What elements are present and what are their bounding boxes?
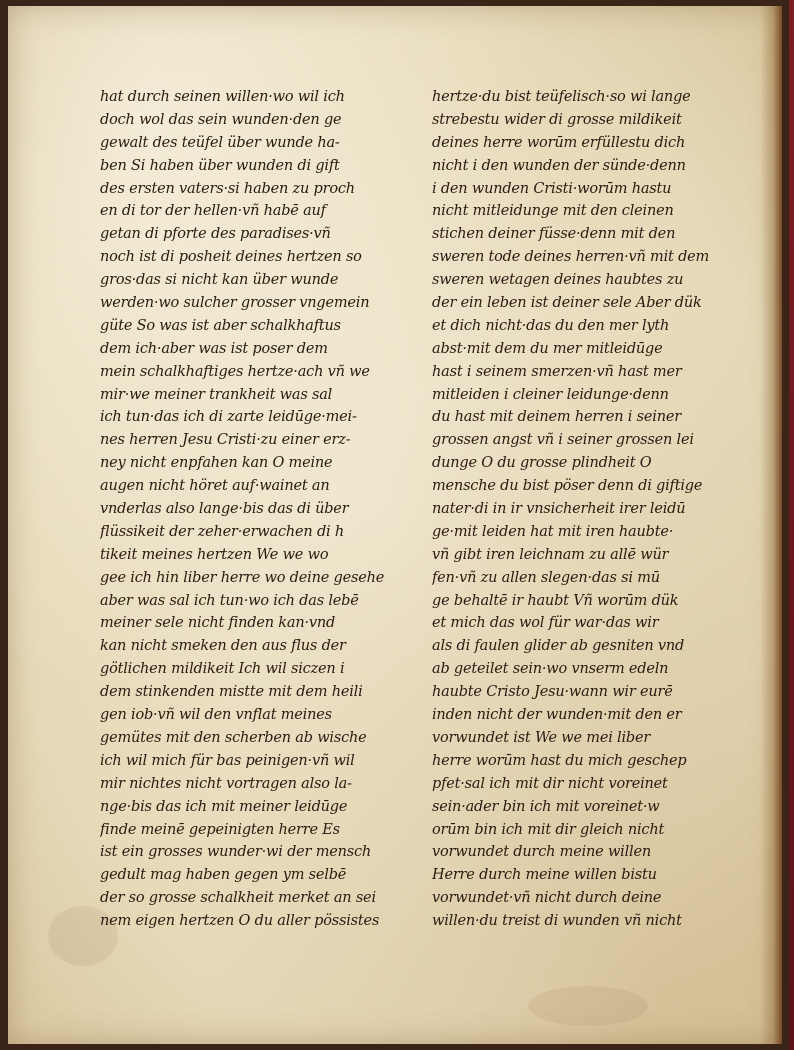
manuscript-line: der so grosse schalkheit merket an sei <box>100 890 376 907</box>
manuscript-line: hast i seinem smerzen·vñ hast mer <box>432 363 682 380</box>
left-text-column <box>100 86 412 933</box>
manuscript-line: nem eigen hertzen O du aller pössistes <box>100 913 380 930</box>
manuscript-line: du hast mit deinem herren i seiner <box>432 409 681 426</box>
manuscript-page <box>8 6 782 1044</box>
manuscript-line: herre worūm hast du mich geschep <box>432 752 687 769</box>
manuscript-line: ge behaltē ir haubt Vñ worūm dük <box>432 592 679 609</box>
manuscript-line: noch ist di posheit deines hertzen so <box>100 249 362 266</box>
manuscript-line: des ersten vaters·si haben zu proch <box>100 180 355 197</box>
manuscript-line: finde meinē gepeinigten herre Es <box>100 821 340 838</box>
manuscript-line: werden·wo sulcher grosser vngemein <box>100 295 370 312</box>
manuscript-line: gedult mag haben gegen ym selbē <box>100 867 347 884</box>
manuscript-line: pfet·sal ich mit dir nicht voreinet <box>432 775 668 792</box>
manuscript-line: ge·mit leiden hat mit iren haubte· <box>432 523 674 540</box>
manuscript-line: ich tun·das ich di zarte leidūge·mei- <box>100 409 357 426</box>
manuscript-line: mir·we meiner trankheit was sal <box>100 386 333 403</box>
manuscript-line: inden nicht der wunden·mit den er <box>432 707 682 724</box>
manuscript-line: vorwundet ist We we mei liber <box>432 729 651 746</box>
manuscript-line: getan di pforte des paradises·vñ <box>100 226 331 243</box>
manuscript-line: mir nichtes nicht vortragen also la- <box>100 775 352 792</box>
manuscript-line: gee ich hin liber herre wo deine gesehe <box>100 569 385 586</box>
manuscript-line: ich wil mich für bas peinigen·vñ wil <box>100 752 355 769</box>
manuscript-line: orūm bin ich mit dir gleich nicht <box>432 821 665 838</box>
manuscript-line: götlichen mildikeit Ich wil siczen i <box>100 661 345 678</box>
manuscript-line: augen nicht höret auf·wainet an <box>100 478 330 495</box>
binding-edge <box>789 0 794 1050</box>
manuscript-line: sweren wetagen deines haubtes zu <box>432 272 684 289</box>
manuscript-line: i den wunden Cristi·worūm hastu <box>432 180 672 197</box>
manuscript-line: sein·ader bin ich mit voreinet·w <box>432 798 660 815</box>
manuscript-line: mein schalkhaftiges hertze·ach vñ we <box>100 363 370 380</box>
manuscript-line: stichen deiner füsse·denn mit den <box>432 226 676 243</box>
manuscript-line: vorwundet·vñ nicht durch deine <box>432 890 662 907</box>
manuscript-line: haubte Cristo Jesu·wann wir eurē <box>432 684 673 701</box>
manuscript-line: güte So was ist aber schalkhaftus <box>100 317 341 334</box>
manuscript-line: abst·mit dem du mer mitleidūge <box>432 340 663 357</box>
manuscript-line: gemütes mit den scherben ab wische <box>100 729 367 746</box>
manuscript-line: ben Si haben über wunden di gift <box>100 157 340 174</box>
manuscript-line: meiner sele nicht finden kan·vnd <box>100 615 336 632</box>
manuscript-line: gewalt des teüfel über wunde ha- <box>100 134 340 151</box>
manuscript-line: willen·du treist di wunden vñ nicht <box>432 913 682 930</box>
manuscript-line: mitleiden i cleiner leidunge·denn <box>432 386 669 403</box>
manuscript-line: deines herre worūm erfüllestu dich <box>432 134 686 151</box>
manuscript-line: fen·vñ zu allen slegen·das si mū <box>432 569 660 586</box>
manuscript-line: vorwundet durch meine willen <box>432 844 652 861</box>
manuscript-line: als di faulen glider ab gesniten vnd <box>432 638 685 655</box>
manuscript-line: Herre durch meine willen bistu <box>432 867 657 884</box>
manuscript-line: strebestu wider di grosse mildikeit <box>432 111 682 128</box>
binding-gutter <box>760 6 782 1044</box>
manuscript-line: ab geteilet sein·wo vnserm edeln <box>432 661 669 678</box>
manuscript-line: ist ein grosses wunder·wi der mensch <box>100 844 372 861</box>
manuscript-line: en di tor der hellen·vñ habē auf <box>100 203 326 220</box>
manuscript-line: nicht mitleidunge mit den cleinen <box>432 203 674 220</box>
manuscript-line: nge·bis das ich mit meiner leidūge <box>100 798 348 815</box>
manuscript-line: kan nicht smeken den aus flus der <box>100 638 346 655</box>
manuscript-line: et dich nicht·das du den mer lyth <box>432 317 670 334</box>
manuscript-line: mensche du bist pöser denn di giftige <box>432 478 703 495</box>
manuscript-line: sweren tode deines herren·vñ mit dem <box>432 249 710 266</box>
manuscript-line: nater·di in ir vnsicherheit irer leidū <box>432 501 686 518</box>
manuscript-line: grossen angst vñ i seiner grossen lei <box>432 432 694 449</box>
manuscript-line: gen iob·vñ wil den vnflat meines <box>100 707 332 724</box>
parchment-stain <box>528 986 648 1026</box>
manuscript-line: dem stinkenden mistte mit dem heili <box>100 684 363 701</box>
manuscript-line: nes herren Jesu Cristi·zu einer erz- <box>100 432 351 449</box>
manuscript-line: dunge O du grosse plindheit O <box>432 455 652 472</box>
manuscript-line: vnderlas also lange·bis das di über <box>100 501 349 518</box>
manuscript-line: et mich das wol für war·das wir <box>432 615 659 632</box>
manuscript-line: vñ gibt iren leichnam zu allē wür <box>432 546 669 563</box>
manuscript-line: hat durch seinen willen·wo wil ich <box>100 89 345 105</box>
manuscript-line: gros·das si nicht kan über wunde <box>100 272 339 289</box>
manuscript-line: ney nicht enpfahen kan O meine <box>100 455 333 472</box>
right-text-column <box>432 86 750 933</box>
manuscript-line: flüssikeit der zeher·erwachen di h <box>100 523 345 540</box>
manuscript-line: dem ich·aber was ist poser dem <box>100 340 328 357</box>
manuscript-line: doch wol das sein wunden·den ge <box>100 111 342 128</box>
manuscript-line: hertze·du bist teüfelisch·so wi lange <box>432 89 691 105</box>
manuscript-line: der ein leben ist deiner sele Aber dük <box>432 295 702 312</box>
manuscript-line: tikeit meines hertzen We we wo <box>100 546 329 563</box>
manuscript-line: nicht i den wunden der sünde·denn <box>432 157 686 174</box>
manuscript-line: aber was sal ich tun·wo ich das lebē <box>100 592 359 609</box>
